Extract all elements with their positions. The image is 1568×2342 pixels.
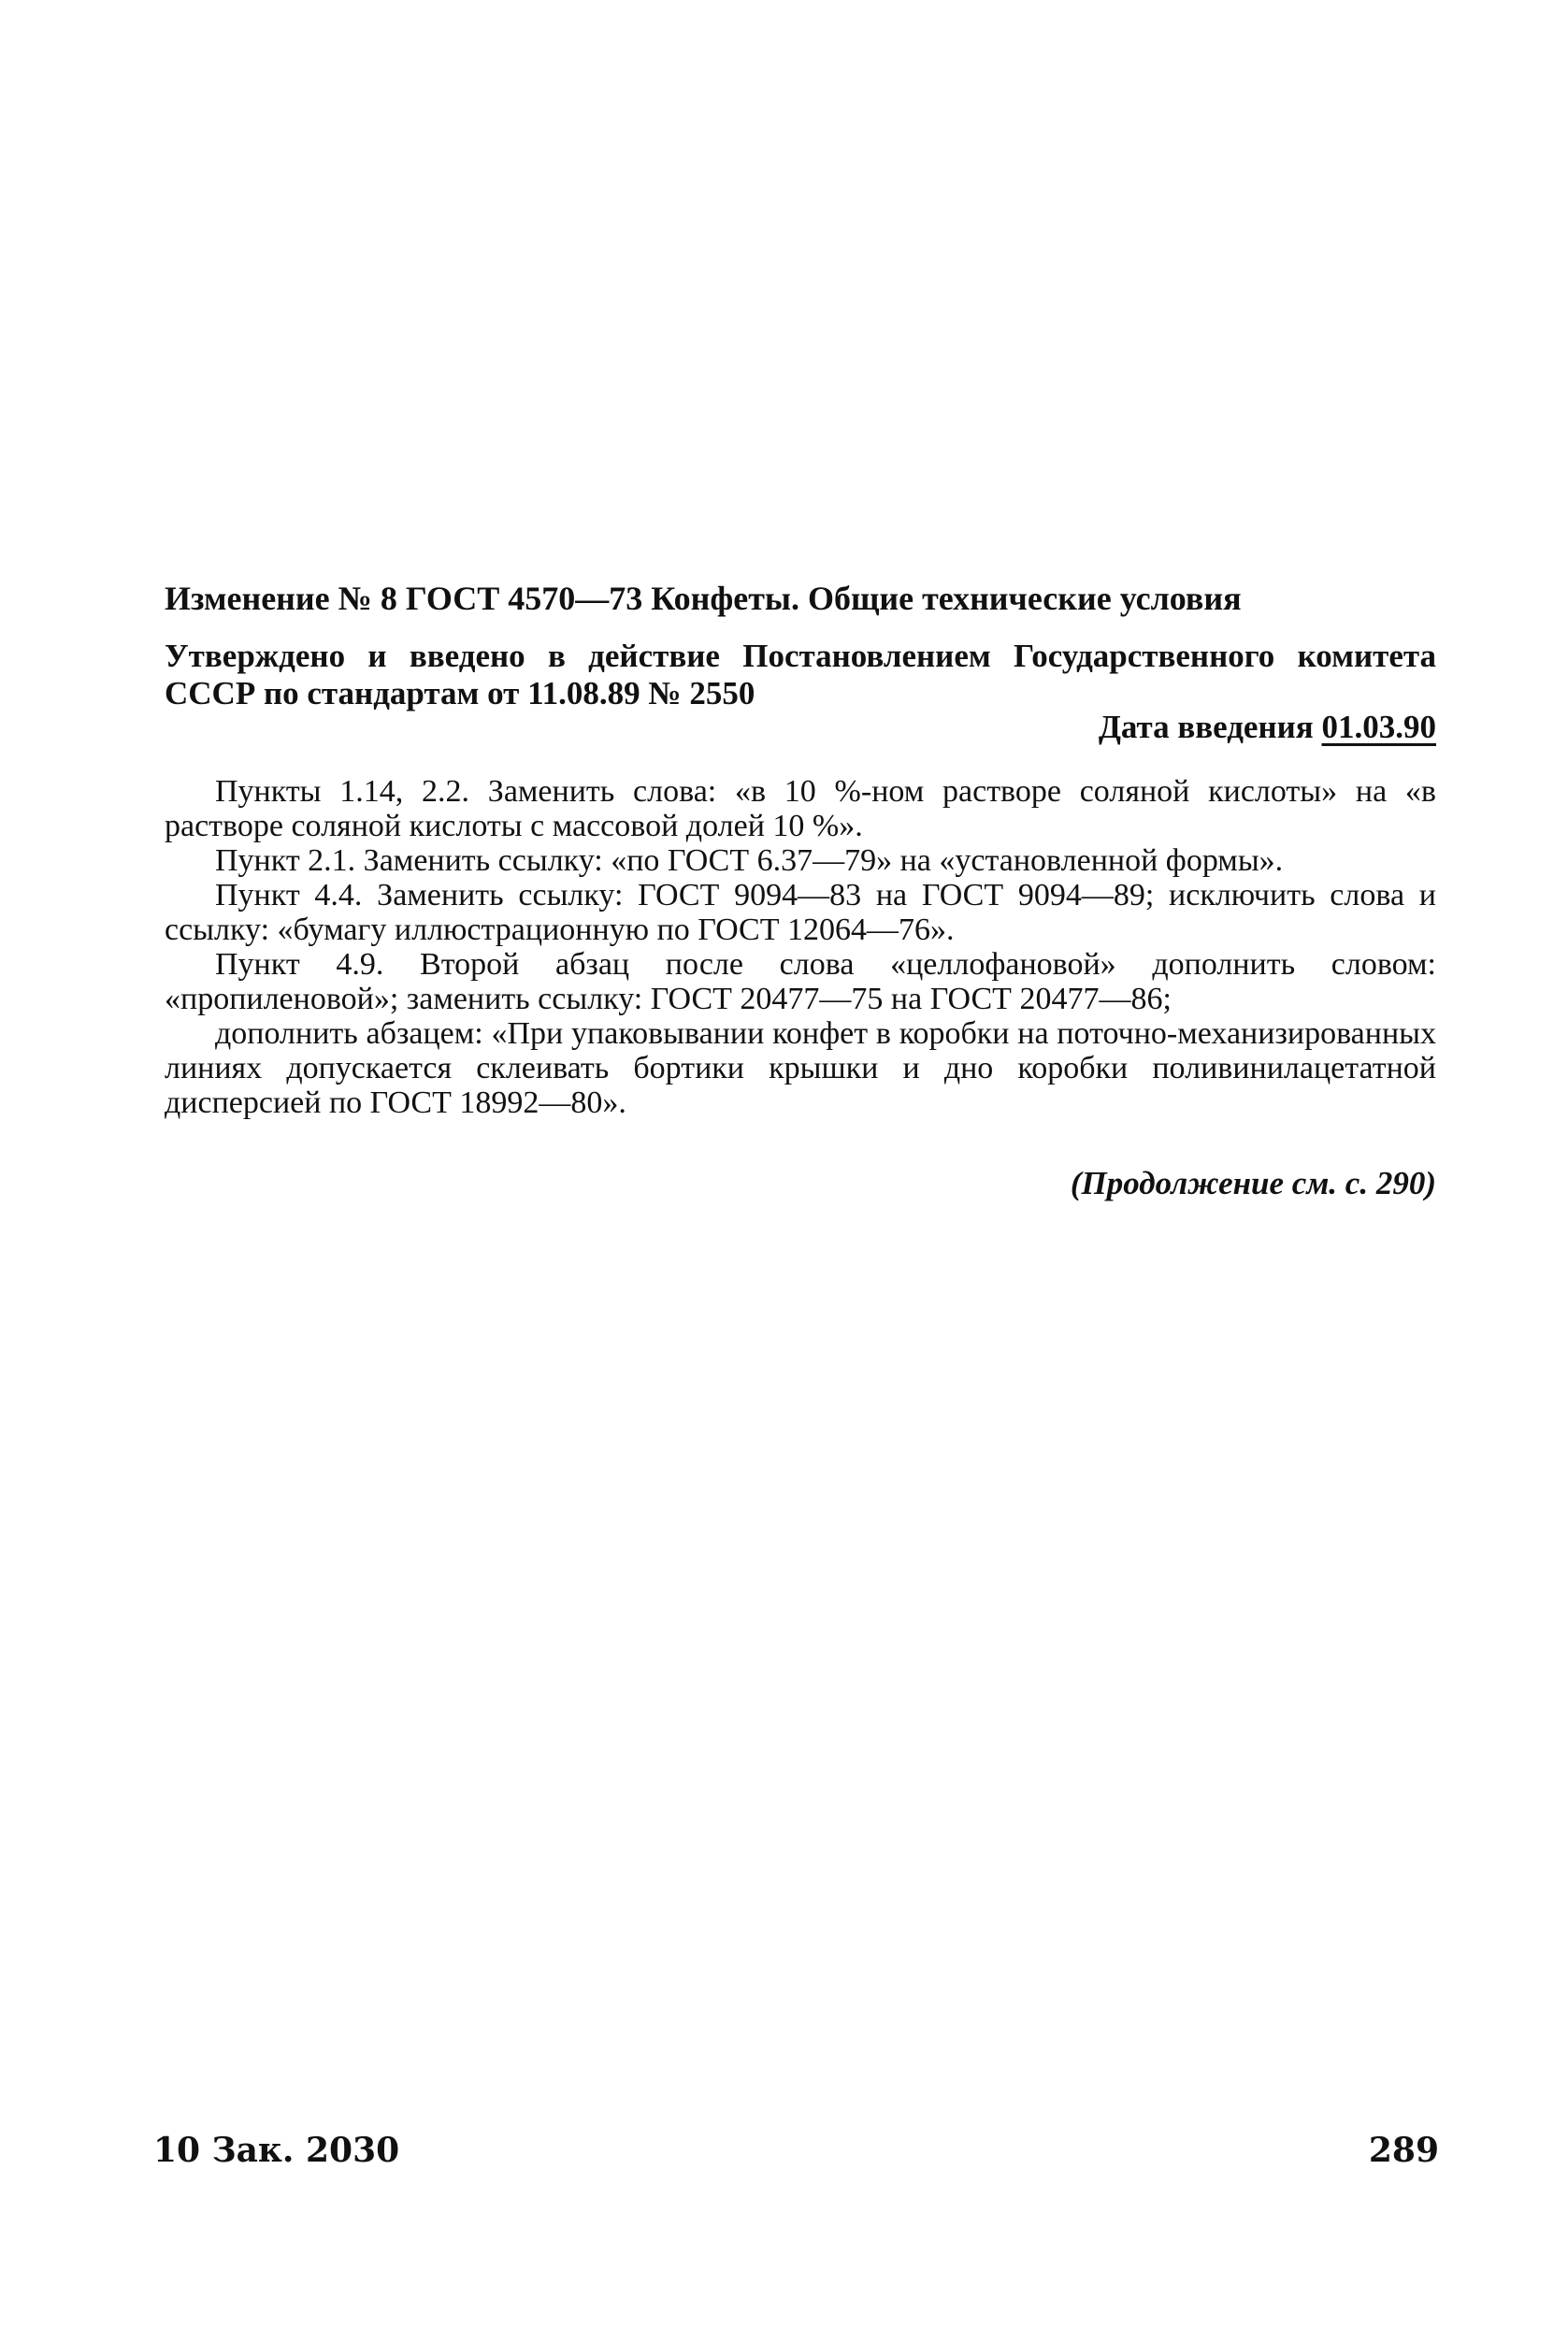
- amendment-body: [165, 774, 1436, 1120]
- paragraph-addition: дополнить абзацем: «При упаковывании конфет в коробки на поточно-механизированных линиях допускается склеивать бортики крышки и дно коробки поливинилацетатной дисперсией по ГОСТ 18992—80».: [165, 1016, 1436, 1120]
- approval-line-1: Утверждено и введено в действие Постановлением Государственного комитета: [165, 638, 1436, 674]
- approval-statement: [165, 638, 1436, 712]
- page-number: 289: [1368, 2131, 1439, 2170]
- paragraph-clause-4-9: Пункт 4.9. Второй абзац после слова «целлофановой» дополнить словом: «пропиленовой»; заменить ссылку: ГОСТ 20477—75 на ГОСТ 20477—86;: [165, 947, 1436, 1016]
- order-number: 10 Зак. 2030: [153, 2131, 400, 2170]
- paragraph-clauses-1-14: Пункты 1.14, 2.2. Заменить слова: «в 10 %-ном растворе соляной кислоты» на «в растворе соляной кислоты с массовой долей 10 %».: [165, 774, 1436, 843]
- paragraph-clause-4-4: Пункт 4.4. Заменить ссылку: ГОСТ 9094—83 на ГОСТ 9094—89; исключить слова и ссылку: «бумагу иллюстрационную по ГОСТ 12064—76».: [165, 878, 1436, 947]
- introduction-date: [165, 709, 1436, 746]
- continuation-note: (Продолжение см. с. 290): [1070, 1165, 1436, 1201]
- paragraph-clause-2-1: Пункт 2.1. Заменить ссылку: «по ГОСТ 6.37—79» на «установленной формы».: [215, 843, 1284, 878]
- approval-line-2: СССР по стандартам от 11.08.89 № 2550: [165, 675, 755, 711]
- introduction-date-value: 01.03.90: [1321, 709, 1436, 745]
- document-heading: Изменение № 8 ГОСТ 4570—73 Конфеты. Общие технические условия: [165, 580, 1242, 617]
- introduction-date-label: Дата введения: [1098, 709, 1314, 745]
